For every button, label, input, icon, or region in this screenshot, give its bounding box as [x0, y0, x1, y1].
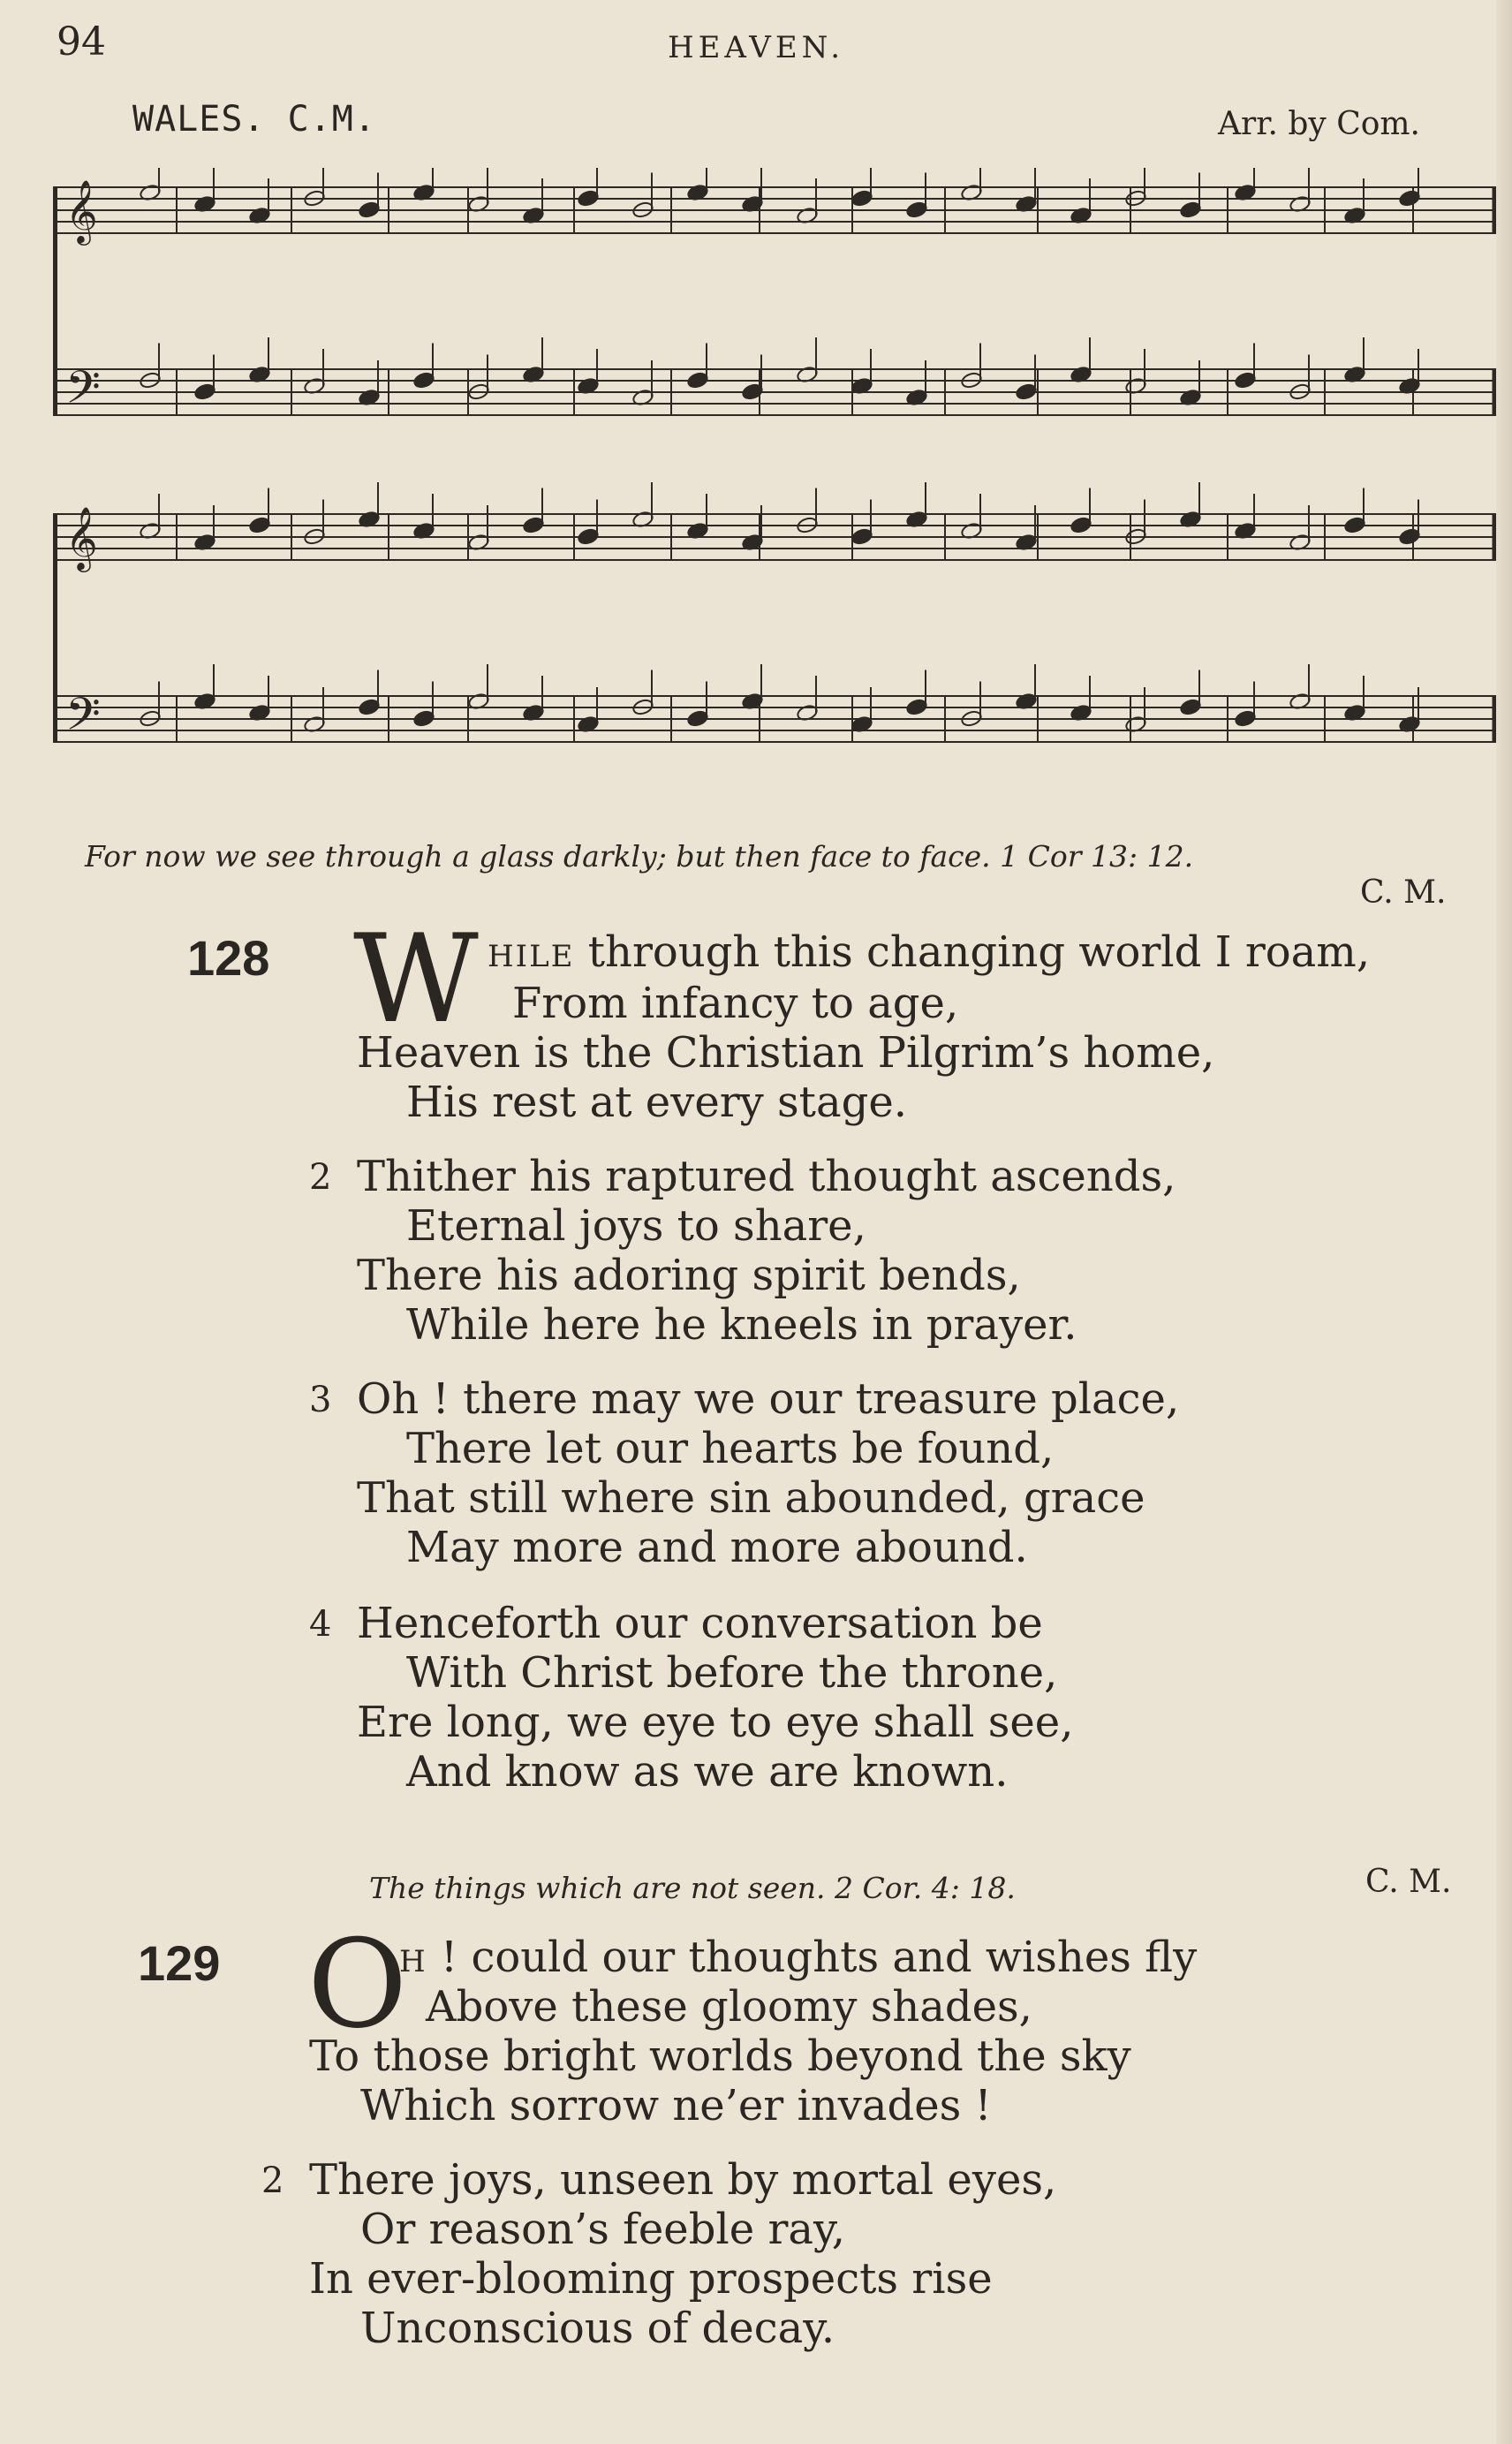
note-head — [1179, 698, 1201, 716]
note-head — [412, 709, 435, 728]
note-head — [522, 516, 544, 534]
hymn129-scripture: The things which are not seen. 2 Cor. 4: 18. — [369, 1871, 1016, 1905]
note-head — [1398, 189, 1420, 208]
page-edge — [1496, 0, 1512, 2444]
hymn129-meter: C. M. — [1365, 1864, 1452, 1900]
hymn128-verse3-number: 3 — [309, 1380, 332, 1420]
note-head — [248, 516, 270, 534]
hymn129-v2-line1: There joys, unseen by mortal eyes, — [309, 2155, 1057, 2205]
note-head — [358, 201, 380, 219]
hymn129-number: 129 — [138, 1935, 221, 1991]
music-score — [53, 168, 1501, 804]
hymn129-first-rest: ! could our thoughts and wishes fly — [427, 1933, 1198, 1982]
hymn128-verse2-number: 2 — [309, 1157, 332, 1198]
hymn128-v1-line2: From infancy to age, — [512, 979, 959, 1028]
note-head — [577, 527, 599, 546]
hymn128-v3-line3: That still where sin abounded, grace — [357, 1473, 1145, 1523]
hymn128-v2-line2: Eternal joys to share, — [406, 1201, 866, 1251]
note-head — [905, 201, 927, 219]
arrangement-credit: Arr. by Com. — [1218, 106, 1420, 142]
hymn128-first-rest: through this changing world I roam, — [574, 927, 1371, 977]
hymn128-v3-line4: May more and more abound. — [406, 1523, 1028, 1572]
tune-name: WALES. C.M. — [132, 99, 376, 140]
hymn129-v1-line3: To those bright worlds beyond the sky — [309, 2032, 1131, 2081]
note-head — [1398, 527, 1420, 546]
treble-clef-icon: 𝄞 — [65, 178, 98, 243]
hymn129-v1-line4: Which sorrow ne’er invades ! — [360, 2081, 992, 2130]
note-head — [1070, 516, 1092, 534]
hymn129-dropcap: O — [307, 1913, 408, 2055]
hymn128-dropcap: W — [353, 908, 479, 1050]
hymn128-first-smallcaps: HILE — [488, 939, 575, 974]
note-head — [850, 527, 873, 546]
note-head — [577, 189, 599, 208]
hymn128-verse4-number: 4 — [309, 1604, 332, 1645]
hymn128-meter: C. M. — [1360, 874, 1447, 911]
hymn128-v4-line1: Henceforth our conversation be — [357, 1599, 1043, 1648]
hymn128-v3-line1: Oh ! there may we our treasure place, — [357, 1374, 1180, 1424]
hymn128-v3-line2: There let our hearts be found, — [406, 1424, 1055, 1473]
hymn129-v1-line2: Above these gloomy shades, — [426, 1982, 1032, 2032]
hymn128-v4-line2: With Christ before the throne, — [406, 1648, 1058, 1698]
hymn129-verse2-number: 2 — [261, 2160, 284, 2201]
page-number: 94 — [57, 19, 106, 64]
note-head — [1015, 382, 1037, 401]
running-head: HEAVEN. — [667, 30, 845, 65]
note-head — [412, 371, 435, 390]
note-head — [193, 382, 215, 401]
bass-clef-icon: 𝄢 — [65, 687, 101, 752]
hymn129-v2-line2: Or reason’s feeble ray, — [360, 2205, 845, 2254]
note-head — [1234, 709, 1256, 728]
hymn129-v2-line3: In ever-blooming prospects rise — [309, 2254, 993, 2304]
note-head — [905, 698, 927, 716]
hymn128-v2-line4: While here he kneels in prayer. — [406, 1300, 1077, 1350]
hymn128-v1-line4: His rest at every stage. — [406, 1078, 907, 1127]
treble-clef-icon: 𝄞 — [65, 505, 98, 570]
note-head — [1343, 516, 1365, 534]
hymn128-v2-line3: There his adoring spirit bends, — [357, 1251, 1021, 1300]
hymn128-v4-line4: And know as we are known. — [406, 1747, 1009, 1797]
hymn129-first-line — [399, 1933, 1197, 1982]
note-head — [1179, 201, 1201, 219]
bass-clef-icon: 𝄢 — [65, 360, 101, 425]
note-head — [686, 709, 708, 728]
hymn128-v1-line3: Heaven is the Christian Pilgrim’s home, — [357, 1028, 1215, 1078]
hymn128-v4-line3: Ere long, we eye to eye shall see, — [357, 1698, 1074, 1747]
note-head — [850, 189, 873, 208]
hymn129-first-smallcaps: H — [399, 1944, 427, 1979]
hymn129-v2-line4: Unconscious of decay. — [360, 2304, 835, 2353]
hymn128-scripture: For now we see through a glass darkly; but then face to face. 1 Cor 13: 12. — [85, 839, 1194, 874]
note-head — [686, 371, 708, 390]
hymn128-number: 128 — [187, 930, 270, 986]
note-head — [1234, 371, 1256, 390]
hymn128-first-line — [488, 927, 1370, 977]
note-head — [358, 698, 380, 716]
hymn128-v2-line1: Thither his raptured thought ascends, — [357, 1152, 1176, 1201]
